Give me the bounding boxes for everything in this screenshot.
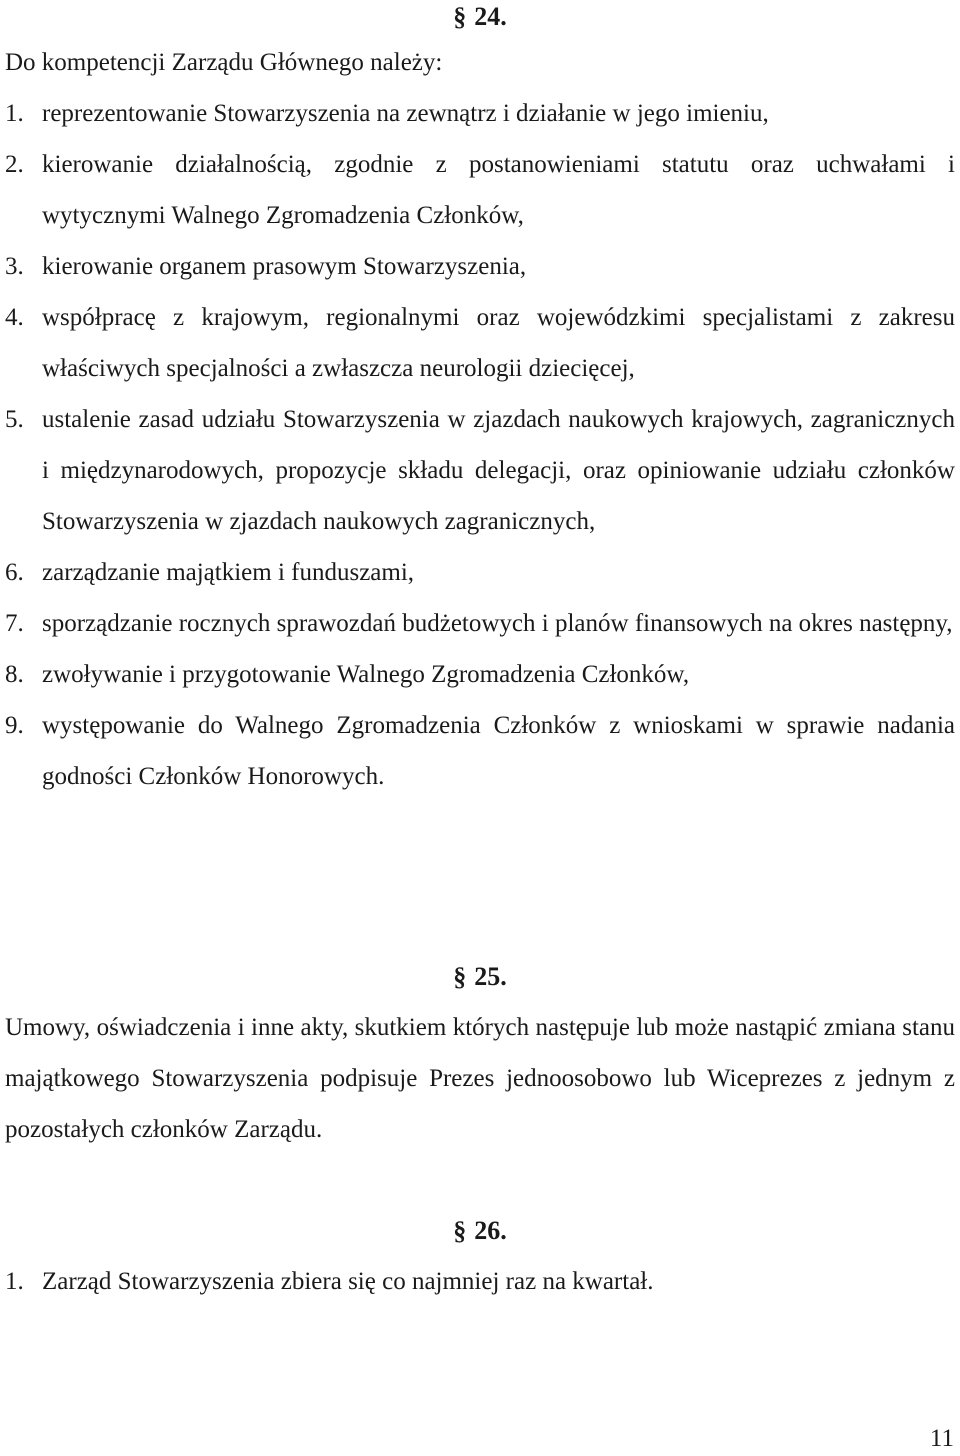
list-item-text: kierowanie działalnością, zgodnie z postanowieniami statutu oraz uchwałami i wytycznymi Walnego Zgromadzenia Członków, (42, 151, 955, 229)
section-symbol: § (453, 2, 467, 31)
list-item-text: sporządzanie rocznych sprawozdań budżetowych i planów finansowych na okres następny, (42, 610, 953, 637)
section-heading-25 (0, 962, 960, 992)
page-number: 11 (929, 1425, 954, 1452)
list-item-text: reprezentowanie Stowarzyszenia na zewnątrz i działanie w jego imieniu, (42, 100, 769, 127)
list-item (5, 241, 955, 292)
list-marker: 4. (5, 304, 24, 331)
list-item (5, 394, 955, 547)
list-item-text: kierowanie organem prasowym Stowarzyszenia, (42, 253, 527, 280)
list-item-text: zwoływanie i przygotowanie Walnego Zgromadzenia Członków, (42, 661, 690, 688)
list-marker: 2. (5, 151, 24, 178)
section-paragraph: Umowy, oświadczenia i inne akty, skutkiem których następuje lub może nastąpić zmiana stanu majątkowego Stowarzyszenia podpisuje Prezes jednoosobowo lub Wiceprezes z jednym z pozostałych członków Zarządu. (5, 1014, 955, 1143)
list-item (5, 1256, 955, 1307)
section-heading-24 (0, 2, 960, 32)
list-marker: 7. (5, 610, 24, 637)
list-item-text: Zarząd Stowarzyszenia zbiera się co najmniej raz na kwartał. (42, 1268, 654, 1295)
list-marker: 6. (5, 559, 24, 586)
list-marker: 8. (5, 661, 24, 688)
list-item (5, 598, 955, 649)
list-marker: 3. (5, 253, 24, 280)
list-item-text: współpracę z krajowym, regionalnymi oraz wojewódzkimi specjalistami z zakresu właściwych specjalności a zwłaszcza neurologii dziecięcej, (42, 304, 955, 382)
list-marker: 9. (5, 712, 24, 739)
section-intro: Do kompetencji Zarządu Głównego należy: (5, 49, 443, 76)
list-item (5, 547, 955, 598)
section-number: 25. (474, 962, 507, 991)
meeting-list (5, 1256, 955, 1307)
competencies-list (5, 88, 955, 802)
list-item-text: zarządzanie majątkiem i funduszami, (42, 559, 415, 586)
list-item-text: ustalenie zasad udziału Stowarzyszenia w zjazdach naukowych krajowych, zagranicznych i międzynarodowych, propozycje składu delegacji, oraz opiniowanie udziału członków Stowarzyszenia w zjazdach naukowych zagranicznych, (42, 406, 955, 535)
section-number: 24. (474, 2, 507, 31)
list-item-text: występowanie do Walnego Zgromadzenia Członków z wnioskami w sprawie nadania godności Członków Honorowych. (42, 712, 955, 790)
list-marker: 5. (5, 406, 24, 433)
list-item (5, 700, 955, 802)
section-symbol: § (453, 1216, 467, 1245)
section-symbol: § (453, 962, 467, 991)
section-number: 26. (474, 1216, 507, 1245)
list-item (5, 649, 955, 700)
section-heading-26 (0, 1216, 960, 1246)
list-item (5, 139, 955, 241)
list-item (5, 292, 955, 394)
list-item (5, 88, 955, 139)
list-marker: 1. (5, 1268, 24, 1295)
list-marker: 1. (5, 100, 24, 127)
